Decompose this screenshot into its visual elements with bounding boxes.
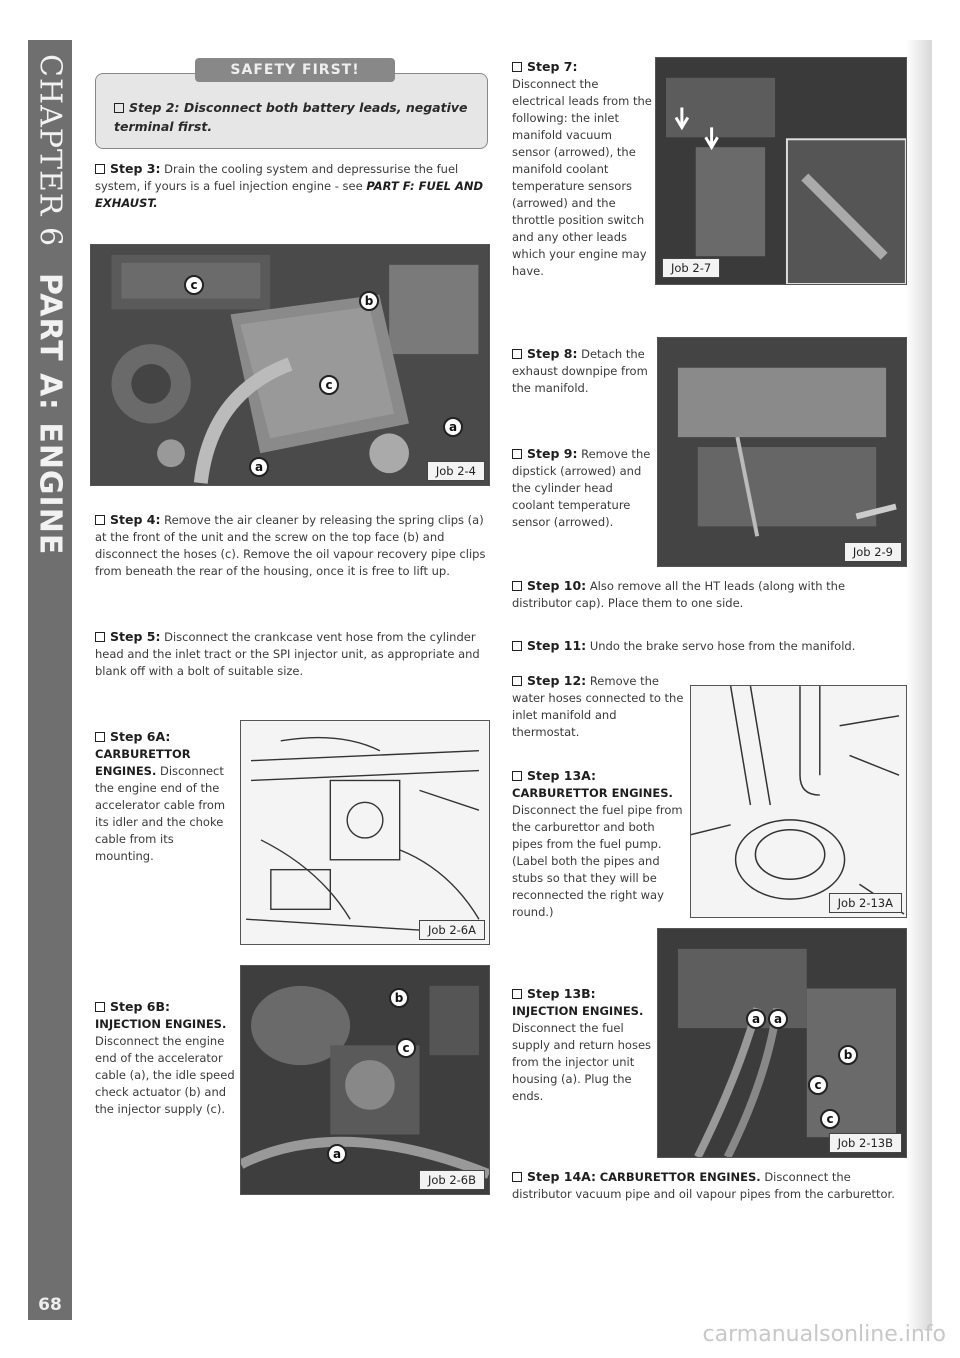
job-label: Job 2-6B	[419, 1170, 485, 1190]
checkbox-icon	[114, 103, 124, 113]
step-14a: Step 14A: CARBURETTOR ENGINES. Disconnect the distributor vacuum pipe and oil vapour pipes from the carburettor.	[512, 1169, 895, 1201]
photo-job-2-7	[655, 57, 907, 285]
step-5: Step 5: Disconnect the crankcase vent hose from the cylinder head and the inlet tract or the SPI injector unit, as appropriate and blank off with a bolt of suitable size.	[95, 629, 480, 678]
part-label: PART A: ENGINE	[32, 273, 68, 556]
fuel-pump-drawing	[691, 686, 906, 917]
callout-a: a	[249, 457, 269, 477]
checkbox-icon	[512, 641, 522, 651]
step-9: Step 9: Remove the dipstick (arrowed) and the cylinder head coolant temperature sensor (arrowed).	[512, 446, 651, 529]
callout-b: b	[389, 988, 409, 1008]
drawing-job-2-13a	[690, 685, 907, 918]
chapter-label: CHAPTER 6	[32, 54, 68, 248]
checkbox-icon	[512, 1172, 522, 1182]
callout-c: c	[396, 1038, 416, 1058]
carburettor-drawing	[241, 721, 489, 944]
step-13b: Step 13B: INJECTION ENGINES. Disconnect the fuel supply and return hoses from the injector unit housing (a). Plug the ends.	[512, 986, 652, 1103]
checkbox-icon	[512, 581, 522, 591]
checkbox-icon	[512, 771, 522, 781]
engine-bay-photo	[91, 245, 489, 485]
watermark: carmanualsonline.info	[702, 1322, 946, 1347]
step-3: Step 3: Drain the cooling system and depressurise the fuel system, if yours is a fuel injection engine - see PART F: FUEL AND EXHAUST.	[95, 161, 484, 210]
callout-c: c	[319, 375, 339, 395]
callout-a: a	[746, 1009, 766, 1029]
checkbox-icon	[95, 164, 105, 174]
callout-a: a	[443, 417, 463, 437]
job-label: Job 2-7	[662, 258, 720, 278]
callout-c: c	[820, 1109, 840, 1129]
callout-b: b	[359, 291, 379, 311]
checkbox-icon	[512, 449, 522, 459]
job-label: Job 2-6A	[419, 920, 485, 940]
photo-job-2-13b	[657, 928, 907, 1158]
step-7: Step 7: Disconnect the electrical leads from the following: the inlet manifold vacuum sensor (arrowed), the manifold coolant temperature sensors (arrowed) and the throttle position switch and any other leads which your engine may have.	[512, 59, 652, 278]
cylinder-head-photo	[658, 338, 906, 566]
step-12: Step 12: Remove the water hoses connected to the inlet manifold and thermostat.	[512, 673, 684, 739]
checkbox-icon	[512, 62, 522, 72]
photo-job-2-9	[657, 337, 907, 567]
page-edge-shadow	[906, 40, 932, 1330]
checkbox-icon	[95, 632, 105, 642]
step-4: Step 4: Remove the air cleaner by releasing the spring clips (a) at the front of the unit and the screw on the top face (b) and disconnect the hoses (c). Remove the oil vapour recovery pipe clips from beneath the rear of the housing, once it is free to lift up.	[95, 512, 486, 578]
step-11: Step 11: Undo the brake servo hose from the manifold.	[512, 637, 907, 655]
callout-b: b	[838, 1045, 858, 1065]
callout-a: a	[768, 1009, 788, 1029]
safety-text: Step 2: Disconnect both battery leads, negative terminal first.	[114, 100, 468, 134]
step-8: Step 8: Detach the exhaust downpipe from the manifold.	[512, 346, 648, 395]
checkbox-icon	[512, 349, 522, 359]
step-6b: Step 6B: INJECTION ENGINES. Disconnect the engine end of the accelerator cable (a), the idle speed check actuator (b) and the injector supply (c).	[95, 999, 235, 1116]
callout-c: c	[808, 1075, 828, 1095]
injection-unit-photo	[241, 966, 489, 1194]
checkbox-icon	[95, 1002, 105, 1012]
checkbox-icon	[512, 676, 522, 686]
job-label: Job 2-13A	[829, 893, 902, 913]
step-6a: Step 6A: CARBURETTOR ENGINES. Disconnect the engine end of the accelerator cable from its idler and the choke cable from its mounting.	[95, 729, 226, 863]
drawing-job-2-6a	[240, 720, 490, 945]
photo-job-2-4	[90, 244, 490, 486]
injector-housing-photo	[658, 929, 906, 1157]
job-label: Job 2-9	[844, 542, 902, 562]
inlet-manifold-photo	[656, 58, 906, 284]
checkbox-icon	[95, 732, 105, 742]
checkbox-icon	[512, 989, 522, 999]
safety-first-box	[95, 73, 488, 149]
safety-first-label: SAFETY FIRST!	[195, 58, 395, 82]
job-label: Job 2-4	[427, 461, 485, 481]
step-13a: Step 13A: CARBURETTOR ENGINES. Disconnect the fuel pipe from the carburettor and both pipes from the fuel pump. (Label both the pipes and stubs so that they will be reconnected the right way round.)	[512, 768, 683, 919]
photo-job-2-6b	[240, 965, 490, 1195]
page-number: 68	[28, 1290, 72, 1320]
step-10: Step 10: Also remove all the HT leads (along with the distributor cap). Place them to one side.	[512, 578, 846, 610]
job-label: Job 2-13B	[829, 1133, 902, 1153]
chapter-side-tab	[28, 40, 72, 1290]
callout-a: a	[327, 1144, 347, 1164]
callout-c: c	[184, 275, 204, 295]
checkbox-icon	[95, 515, 105, 525]
